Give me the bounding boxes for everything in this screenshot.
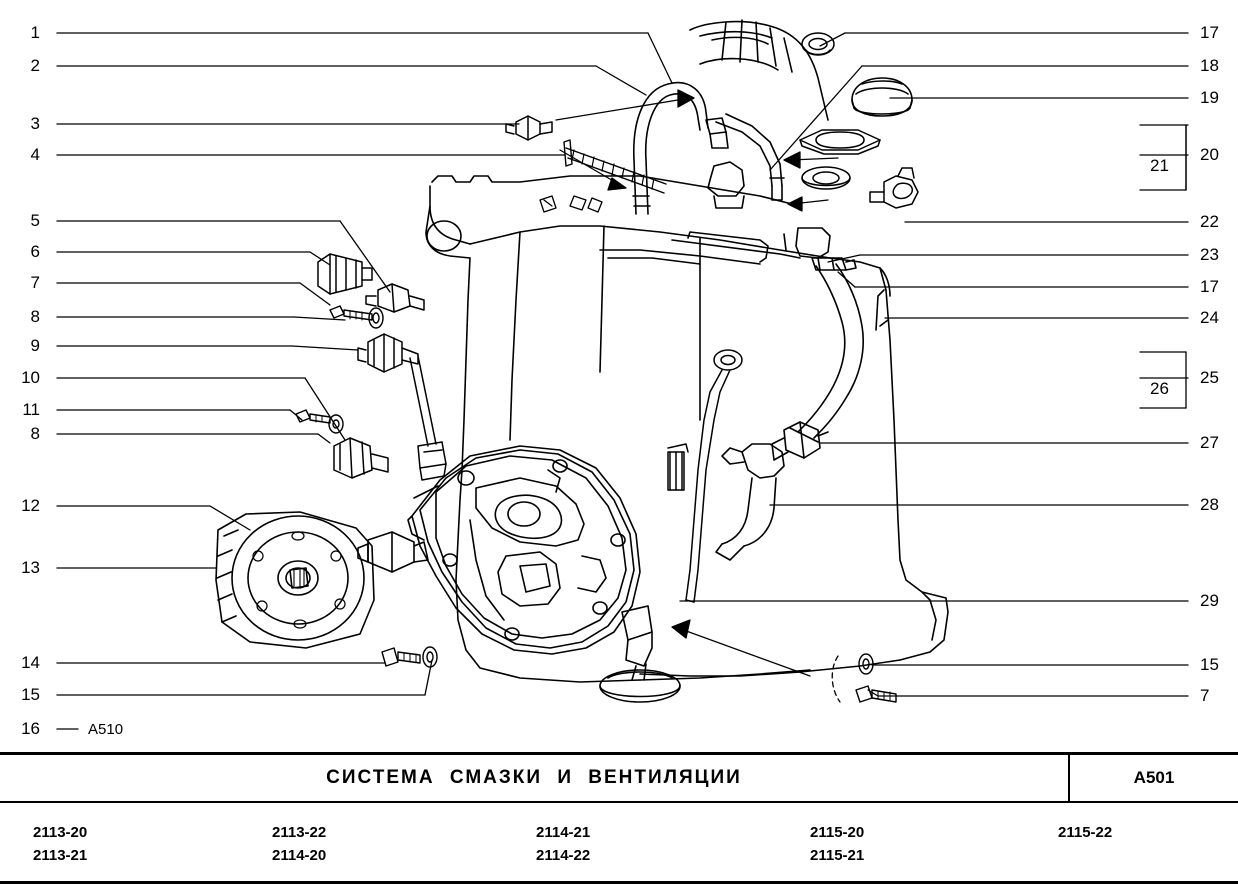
oil-pressure-sensor-22 [870,168,918,208]
model-code: 2115-20 [810,824,865,841]
title-block [0,752,1238,884]
model-code: 2113-20 [33,824,88,841]
callout-left-9: 9 [30,336,40,355]
callout-left-16: 16 [21,719,40,738]
bolt-7 [330,306,372,320]
model-column-1 [33,821,87,868]
callout-right-17a: 17 [1200,23,1219,42]
oil-pipe-union-27 [772,422,828,460]
callout-left-10: 10 [21,368,40,387]
callout-left-15: 15 [21,685,40,704]
callout-right-15: 15 [1200,655,1219,674]
callout-right-17b: 17 [1200,277,1219,296]
callout-left-6: 6 [30,242,40,261]
callout-right-23: 23 [1200,245,1219,264]
breather-valve-part3 [506,116,552,140]
callout-left-4: 4 [30,145,40,164]
washer-8-upper [369,308,383,328]
callout-inner-26: 26 [1150,379,1169,398]
washer-15-bottom-right [832,656,840,702]
bolt-11 [296,410,330,423]
oil-sensor-lower [334,438,388,478]
oil-dipstick-25 [686,350,742,602]
oil-filter-13 [216,512,374,648]
callout-left-1: 1 [30,23,40,42]
callout-left-14: 14 [21,653,40,672]
oil-cooler-hose-24 [790,258,863,442]
callout-right-18: 18 [1200,56,1219,75]
model-column-4 [810,821,864,868]
callout-right-22: 22 [1200,212,1219,231]
head-cast-marks [540,196,602,212]
washer-15-lower-left [423,647,437,667]
callout-right-27: 27 [1200,433,1219,452]
oil-pump-assembly [408,446,640,654]
callout-left-3: 3 [30,114,40,133]
callout-inner-21: 21 [1150,156,1169,175]
callout-left-5: 5 [30,211,40,230]
model-code: 2114-22 [536,847,591,865]
model-column-2 [272,821,326,868]
callout-left-7: 7 [30,273,40,292]
callout-left-2: 2 [30,56,40,75]
oil-filler-cap-19 [852,78,912,116]
model-code: 2115-21 [810,847,865,865]
model-code: 2113-22 [272,824,327,841]
dipstick-tube-26 [668,444,688,490]
callout-right-28: 28 [1200,495,1219,514]
callout-right-19: 19 [1200,88,1219,107]
engine-block-outline [426,20,948,682]
model-code: 2113-21 [33,847,88,865]
model-code: 2114-21 [536,824,591,841]
pump-bolt-14 [382,648,420,666]
washer-8-lower [329,415,343,433]
oil-filler-seal-ring-17 [802,33,834,55]
diagram-title: СИСТЕМА СМАЗКИ И ВЕНТИЛЯЦИИ [326,767,742,788]
callout-left-13: 13 [21,558,40,577]
oil-pressure-sender-9 [358,334,418,372]
callout-right-20: 20 [1200,145,1219,164]
leader-lines-right [680,33,1188,696]
sheet-code: A501 [1068,755,1238,801]
callout-left-11: 11 [22,400,40,419]
callout-right-29: 29 [1200,591,1219,610]
model-applicability-row [0,803,1238,883]
callout-left-8b: 8 [30,424,40,443]
oil-tube-10 [410,356,446,480]
callout-right-24: 24 [1200,308,1219,327]
callout-right-25: 25 [1200,368,1219,387]
plate-label: A510 [88,721,124,738]
filler-neck-gasket-20 [800,130,880,154]
model-code: 2114-20 [272,847,327,865]
callout-right-7: 7 [1200,686,1210,705]
title-row [0,755,1238,803]
filler-washer-21 [802,167,850,189]
sensor-boot-5 [318,254,372,294]
model-code: 2115-22 [1058,824,1113,841]
model-column-5 [1058,821,1112,844]
callout-left-12: 12 [21,496,40,515]
oil-return-pipe-28 [716,444,784,560]
model-column-3 [536,821,590,868]
callout-left-8a: 8 [30,307,40,326]
